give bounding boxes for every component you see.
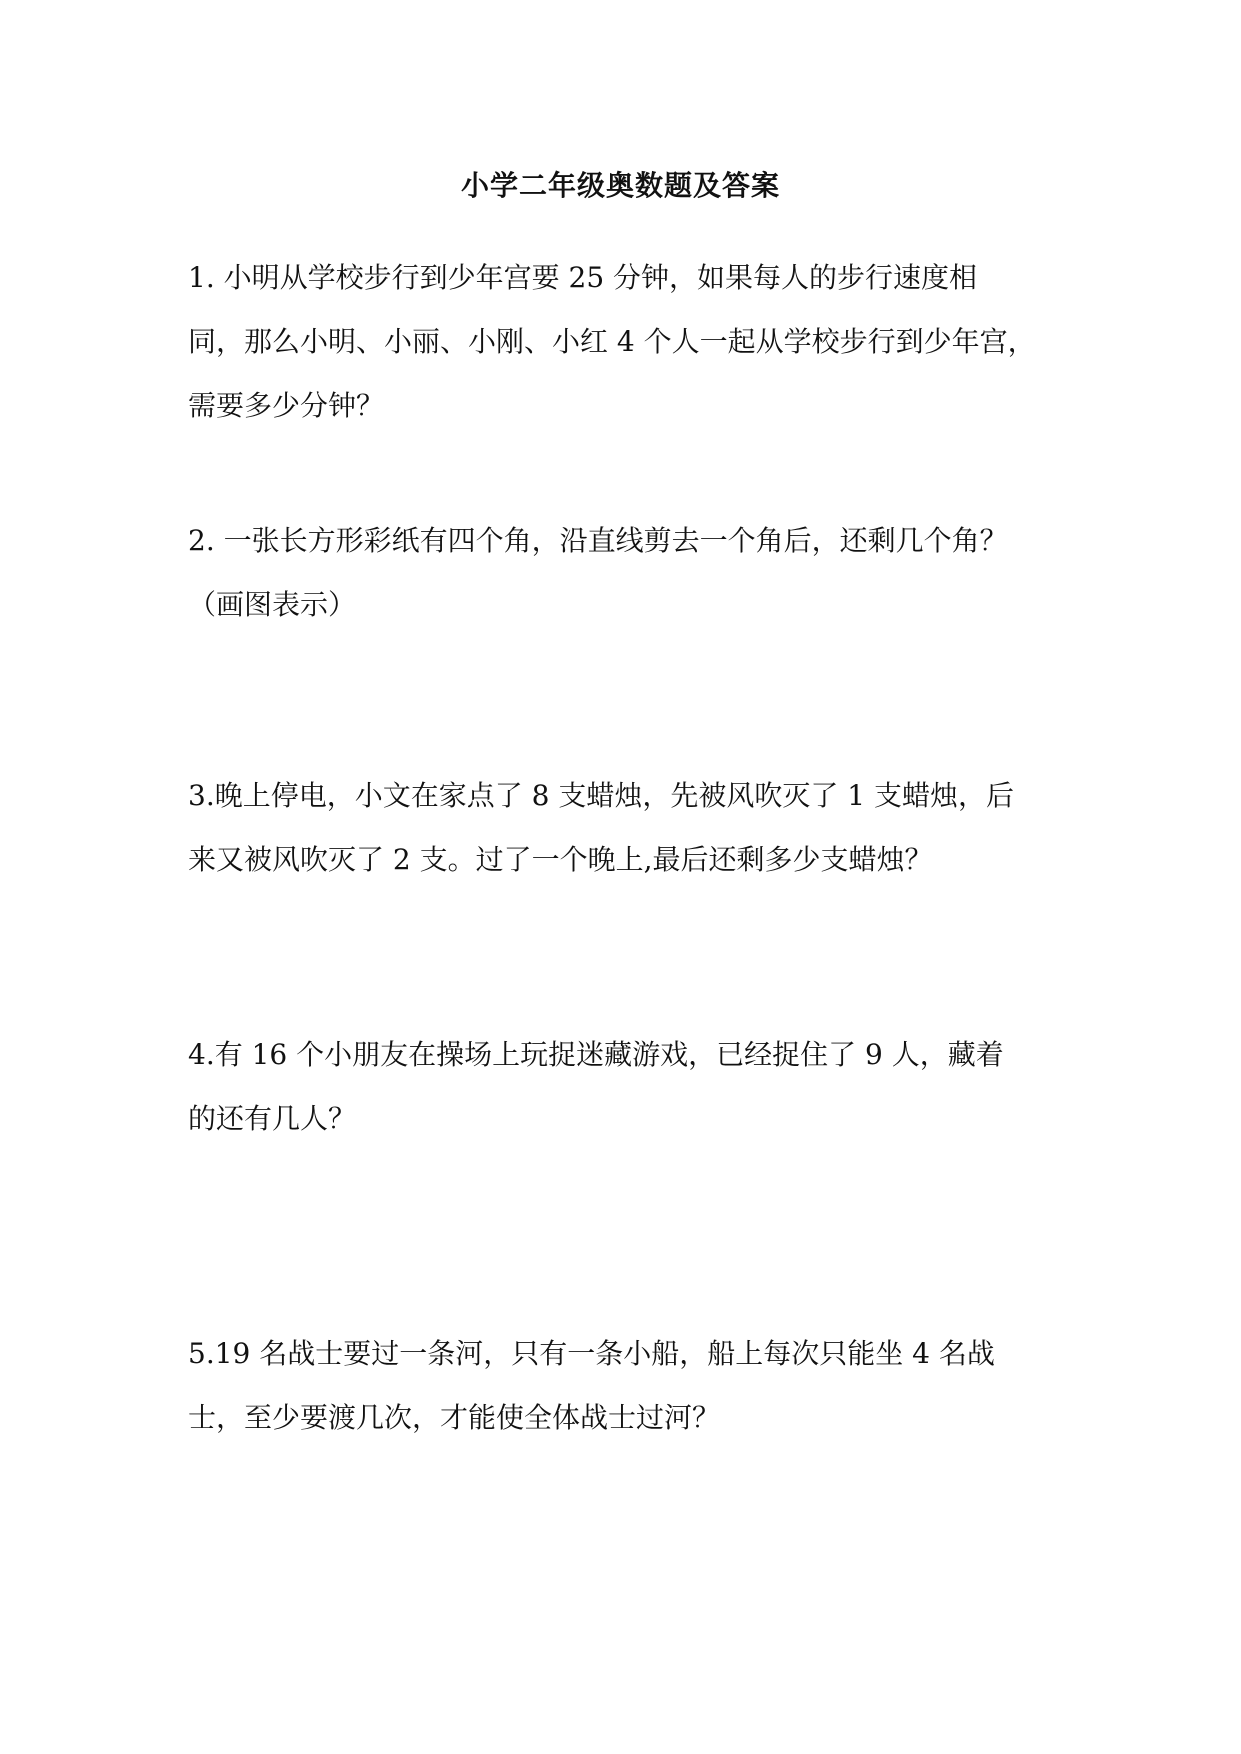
question-line: （画图表示） (188, 588, 357, 621)
question-3 (188, 764, 1068, 892)
question-2 (188, 509, 1068, 637)
question-line: 4.有 16 个小朋友在操场上玩捉迷藏游戏，已经捉住了 9 人，藏着 (188, 1038, 1004, 1071)
question-line: 需要多少分钟？ (188, 389, 385, 422)
question-line: 2. 一张长方形彩纸有四个角，沿直线剪去一个角后，还剩几个角？ (188, 524, 1008, 557)
question-line: 同，那么小明、小丽、小刚、小红 4 个人一起从学校步行到少年宫， (188, 325, 1036, 358)
question-line: 来又被风吹灭了 2 支。过了一个晚上,最后还剩多少支蜡烛？ (188, 843, 933, 876)
question-4 (188, 1023, 1068, 1151)
question-line: 士，至少要渡几次，才能使全体战士过河？ (188, 1401, 721, 1434)
question-5 (188, 1322, 1068, 1450)
page-title: 小学二年级奥数题及答案 (460, 169, 780, 202)
question-line: 1. 小明从学校步行到少年宫要 25 分钟，如果每人的步行速度相 (188, 261, 978, 294)
question-line: 的还有几人？ (188, 1102, 357, 1135)
question-line: 3.晚上停电，小文在家点了 8 支蜡烛，先被风吹灭了 1 支蜡烛，后 (188, 779, 1014, 812)
question-1 (188, 246, 1068, 438)
question-line: 5.19 名战士要过一条河，只有一条小船，船上每次只能坐 4 名战 (188, 1337, 995, 1370)
